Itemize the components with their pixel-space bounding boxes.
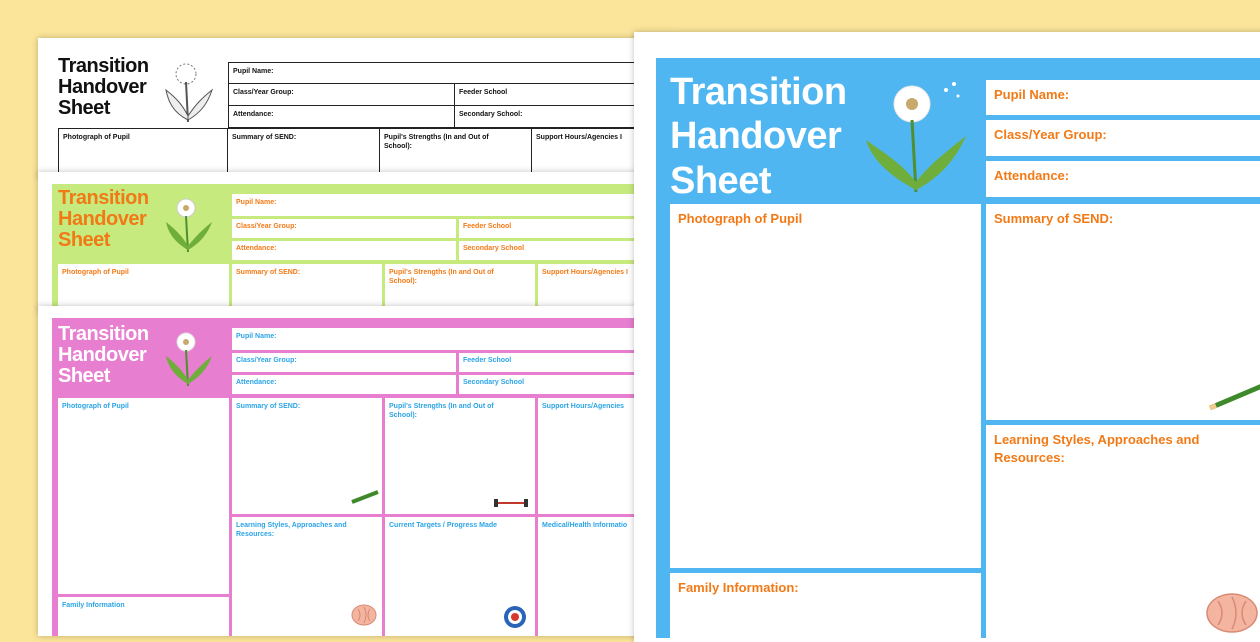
summary-send-label: Summary of SEND: [236,403,301,410]
strengths-label: Pupil's Strengths (In and Out of School): [384,134,489,151]
row-class-year [232,219,456,238]
dumbbell-icon [493,498,529,508]
summary-send-label: Summary of SEND: [232,134,297,141]
dandelion-icon [158,60,218,126]
title-line: Transition [58,187,149,209]
secondary-school-label: Secondary School: [459,111,523,118]
box-targets [385,517,535,636]
box-strengths [385,398,535,514]
box-family [58,597,229,636]
summary-send-label: Summary of SEND: [236,269,301,276]
title-line: Handover [58,76,147,98]
secondary-school-label: Secondary School [463,379,525,386]
brain-icon [1204,591,1260,635]
attendance-label: Attendance: [236,379,277,386]
learning-label [994,431,1199,467]
family-label: Family Information [62,602,125,609]
box-strengths [380,128,532,178]
title-line: Transition [58,323,149,345]
row-attendance [228,106,455,128]
dandelion-icon [862,80,972,198]
brain-icon [350,603,378,627]
pupil-name-label: Pupil Name: [233,68,274,75]
feeder-school-label: Feeder School [463,357,512,364]
targets-label: Current Targets / Progress Made [389,522,498,529]
box-photograph [58,128,228,178]
family-label: Family Information: [678,580,799,595]
box-summary-send [986,204,1260,420]
title-line: Handover [58,208,147,230]
strengths-label: Pupil's Strengths (In and Out of School): [389,403,494,420]
dandelion-icon [160,328,216,390]
medical-label: Medical/Health Informatio [542,522,628,529]
summary-send-label: Summary of SEND: [994,211,1114,226]
support-label: Support Hours/Agencies [542,403,625,410]
learning-label: Learning Styles, Approaches and Resources: [236,522,347,539]
row-class-year [232,353,456,372]
title-line: Transition [58,55,149,77]
title-line: Transition [670,71,847,113]
attendance-label: Attendance: [233,111,274,118]
target-icon [503,605,527,629]
support-label: Support Hours/Agencies I [536,134,622,141]
row-attendance [986,161,1260,197]
box-learning [232,517,382,636]
box-learning [986,425,1260,638]
box-photograph [58,264,229,312]
feeder-school-label: Feeder School [459,89,508,96]
sheet-pink-title [58,324,149,387]
row-pupil-name [232,328,678,350]
class-year-label: Class/Year Group: [233,89,294,96]
sheet-green [38,172,678,312]
box-photograph [58,398,229,594]
row-attendance [232,241,456,260]
box-summary-send [232,398,382,514]
row-pupil-name [228,62,678,84]
sheet-green-title [58,188,149,251]
sheet-white-title [58,56,149,119]
row-pupil-name [986,80,1260,115]
secondary-school-label: Secondary School [463,245,525,252]
sheet-white [38,38,678,178]
learning-label-line: Resources: [994,450,1065,466]
photograph-label: Photograph of Pupil [63,134,130,141]
support-label: Support Hours/Agencies I [542,269,628,276]
green-page [52,184,678,312]
row-attendance [232,375,456,394]
learning-label-line: Learning Styles, Approaches and [994,432,1200,447]
photograph-label: Photograph of Pupil [62,269,129,276]
class-year-label: Class/Year Group: [236,357,297,364]
photograph-label: Photograph of Pupil [678,211,803,226]
pupil-name-label: Pupil Name: [236,199,277,206]
title-line: Handover [58,344,147,366]
row-class-year [228,84,455,106]
photograph-label: Photograph of Pupil [62,403,129,410]
pupil-name-label: Pupil Name: [994,87,1070,102]
title-line: Sheet [58,365,110,387]
attendance-label: Attendance: [236,245,277,252]
title-line: Sheet [670,159,771,202]
feeder-school-label: Feeder School [463,223,512,230]
box-strengths [385,264,535,312]
class-year-label: Class/Year Group: [994,127,1107,142]
sheet-pink [38,306,678,636]
pink-page [52,318,678,636]
title-line: Sheet [58,97,110,119]
dandelion-icon [160,194,216,256]
blue-page [656,58,1260,638]
box-photograph [670,204,981,568]
strengths-label: Pupil's Strengths (In and Out of School): [389,269,494,286]
title-line: Handover [670,115,842,158]
pencil-icon [1206,382,1260,412]
row-pupil-name [232,194,678,216]
class-year-label: Class/Year Group: [236,223,297,230]
box-summary-send [232,264,382,312]
attendance-label: Attendance: [994,168,1070,183]
title-line: Sheet [58,229,110,251]
pupil-name-label: Pupil Name: [236,333,277,340]
sheet-blue [634,32,1260,642]
pencil-icon [350,490,380,504]
box-summary-send [228,128,380,178]
box-family [670,573,981,638]
row-class-year [986,120,1260,156]
sheet-blue-title [670,70,847,203]
